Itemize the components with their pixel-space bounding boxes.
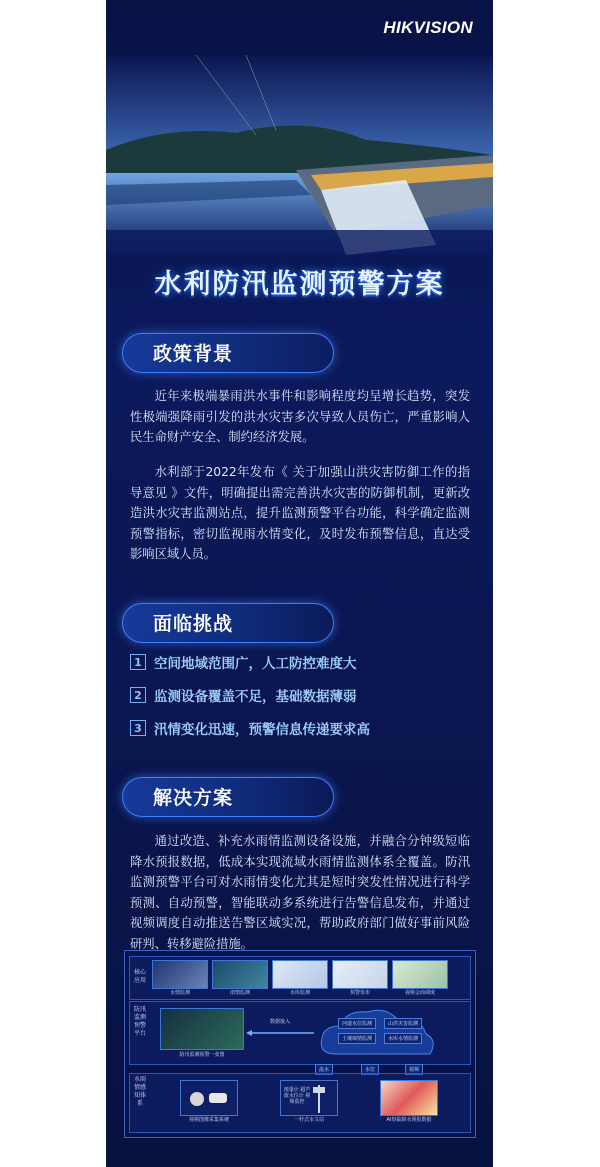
challenge-number: 2 bbox=[130, 687, 146, 703]
platform-caption: 防汛监测预警一张图 bbox=[179, 1052, 225, 1058]
cloud-tag: 水库水情监测 bbox=[384, 1033, 422, 1044]
sensing-caption: AI短临降水预报数据 bbox=[386, 1117, 432, 1123]
link-label: 视频 bbox=[405, 1064, 423, 1075]
row-label: 水雨情感知体系 bbox=[133, 1076, 146, 1107]
data-access-label: 数据接入 bbox=[269, 1019, 290, 1025]
challenge-text: 监测设备覆盖不足，基础数据薄弱 bbox=[154, 689, 357, 705]
challenge-text: 空间地域范围广，人工防控难度大 bbox=[154, 656, 357, 672]
cloud-tag: 山洪灾害监测 bbox=[384, 1018, 422, 1029]
section-heading-label: 政策背景 bbox=[153, 343, 234, 365]
challenge-text: 汛情变化迅速，预警信息传递要求高 bbox=[154, 722, 370, 738]
sensing-caption: 一杆式水文站 bbox=[293, 1117, 324, 1123]
section-heading-label: 面临挑战 bbox=[153, 613, 234, 635]
solution-paragraph: 通过改造、补充水雨情监测设备设施，并融合分钟级短临降水预报数据，低成本实现流域水雨情监测体系全覆盖。防汛监测预警平台可对水雨情变化尤其是短时突发性情况进行科学预测、自动预警，智能联动多系统进行告警信息发布，并通过视频调度自动推送告警区域实况，帮助政府部门做好事前风险研判、转移避险措施。 bbox=[130, 834, 470, 951]
cloud-tag: 河道水位监测 bbox=[338, 1018, 376, 1029]
arrow-icon bbox=[246, 1028, 316, 1038]
sensing-row bbox=[129, 1073, 471, 1133]
hydro-station-thumb bbox=[280, 1080, 338, 1123]
link-label: 水位 bbox=[361, 1064, 379, 1075]
row-label: 核心应用 bbox=[133, 969, 146, 984]
app-thumb bbox=[392, 960, 448, 996]
app-caption: 雨情监测 bbox=[229, 990, 250, 996]
app-thumb bbox=[152, 960, 208, 996]
sensing-caption: 视频图像采集系统 bbox=[188, 1117, 229, 1123]
sensor-text: 雨量计 超声波水位计 视频监控 bbox=[283, 1087, 311, 1105]
challenge-item bbox=[130, 717, 370, 739]
hero-dam-image bbox=[106, 55, 493, 255]
app-caption: 水情监测 bbox=[169, 990, 190, 996]
challenge-number: 1 bbox=[130, 654, 146, 670]
policy-paragraph-1: 近年来极端暴雨洪水事件和影响程度均呈增长趋势，突发性极端强降雨引发的洪水灾害多次导致人员伤亡，严重影响人民生命财产安全、制约经济发展。 bbox=[130, 389, 470, 444]
challenge-item bbox=[130, 684, 357, 706]
core-app-row bbox=[129, 956, 471, 1000]
app-caption: 预警发布 bbox=[349, 990, 370, 996]
platform-map-thumb bbox=[160, 1008, 244, 1058]
app-thumb bbox=[212, 960, 268, 996]
architecture-diagram bbox=[124, 950, 476, 1138]
section-heading-label: 解决方案 bbox=[153, 787, 234, 809]
brand-logo: HIKVISION bbox=[383, 18, 473, 37]
app-thumb bbox=[332, 960, 388, 996]
platform-row bbox=[129, 1001, 471, 1065]
camera-thumb bbox=[180, 1080, 238, 1123]
row-label: 防汛监测预警平台 bbox=[133, 1006, 146, 1037]
poster bbox=[106, 0, 493, 1167]
policy-paragraph-2: 水利部于2022年发布《 关于加强山洪灾害防御工作的指导意见 》文件，明确提出需完善洪水灾害的防御机制，更新改造洪水灾害监测站点，提升监测预警平台功能，科学确定监测预警指标，密切监视雨水情变化，及时发布预警信息，直达受影响区域人员。 bbox=[130, 465, 470, 561]
rain-forecast-thumb bbox=[380, 1080, 438, 1123]
link-label: 流水 bbox=[315, 1064, 333, 1075]
app-thumb bbox=[272, 960, 328, 996]
challenge-number: 3 bbox=[130, 720, 146, 736]
section-heading-policy bbox=[122, 333, 334, 373]
app-caption: 视频会商调度 bbox=[404, 990, 435, 996]
camera-icon bbox=[181, 1081, 237, 1115]
app-caption: 水库监测 bbox=[289, 990, 310, 996]
section-heading-solution bbox=[122, 777, 334, 817]
cloud-tag: 土壤墒情监测 bbox=[338, 1033, 376, 1044]
page-title: 水利防汛监测预警方案 bbox=[154, 269, 445, 300]
challenge-item bbox=[130, 651, 357, 673]
section-heading-challenges bbox=[122, 603, 334, 643]
